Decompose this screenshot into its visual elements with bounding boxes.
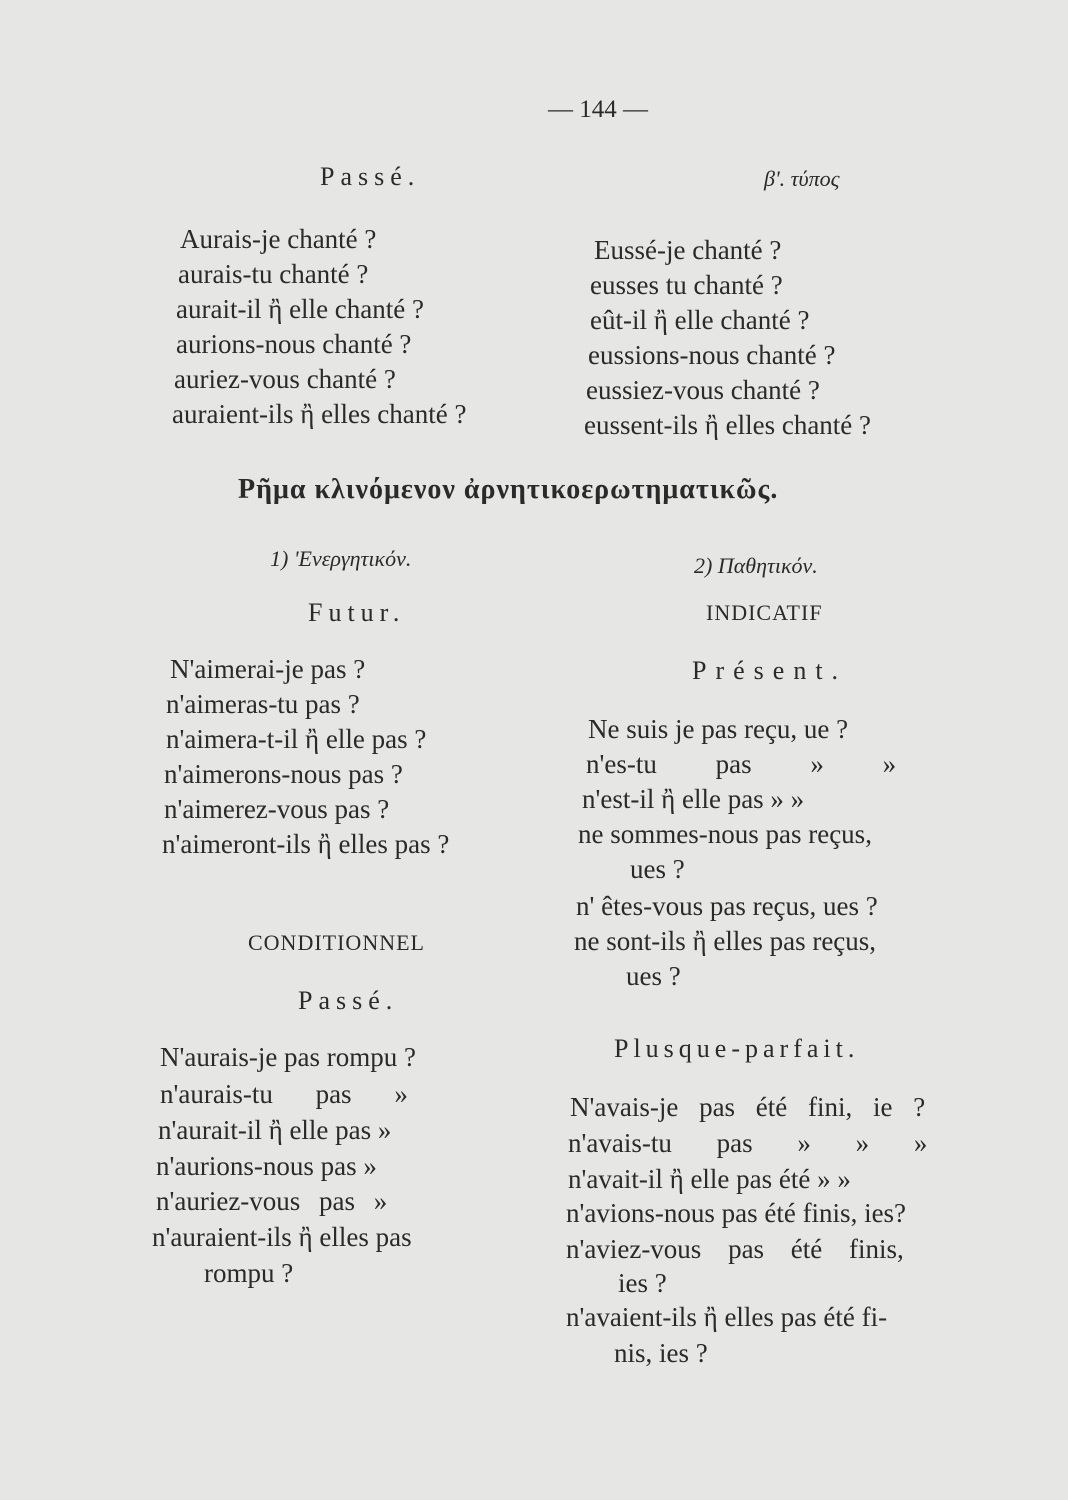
top-right-line: eussent-ils ἢ elles chanté ? <box>584 410 872 440</box>
top-left-heading: Passé. <box>320 162 421 191</box>
passe-line: N'aurais-je pas rompu ? <box>160 1042 417 1072</box>
futur-line: n'aimerons-nous pas ? <box>164 759 403 789</box>
pqp-line: n'avait-il ἢ elle pas été » » <box>568 1164 851 1194</box>
right-tense-plusque-parfait: Plusque-parfait. <box>614 1034 860 1063</box>
futur-line: n'aimeras-tu pas ? <box>166 689 360 719</box>
passe-line: n'auriez-vous pas » <box>156 1186 388 1216</box>
pqp-line: n'avions-nous pas été finis, ies? <box>566 1198 907 1228</box>
passe-line: n'aurait-il ἢ elle pas » <box>158 1115 392 1145</box>
pqp-line: ies ? <box>618 1268 667 1298</box>
left-tense-futur: Futur. <box>308 598 406 627</box>
passe-line: n'aurions-nous pas » <box>156 1151 377 1181</box>
present-line: ne sont-ils ἢ elles pas reçus, <box>574 926 877 956</box>
present-line: ne sommes-nous pas reçus, <box>578 819 872 849</box>
pqp-line: n'avaient-ils ἢ elles pas été fi- <box>566 1302 888 1332</box>
top-left-line: auraient-ils ἢ elles chanté ? <box>172 399 467 429</box>
passe-line: rompu ? <box>204 1258 294 1288</box>
pqp-line: nis, ies ? <box>614 1338 708 1368</box>
passe-line: n'aurais-tu pas » <box>160 1079 408 1109</box>
page-number: — 144 — <box>548 96 648 123</box>
present-line: ues ? <box>630 854 685 884</box>
pqp-line: n'aviez-vous pas été finis, <box>566 1234 904 1264</box>
top-left-line: auriez-vous chanté ? <box>174 364 396 394</box>
pqp-line: n'avais-tu pas » » » <box>568 1128 928 1158</box>
present-line: n'est-il ἢ elle pas » » <box>582 784 805 814</box>
passe-line: n'auraient-ils ἢ elles pas <box>152 1222 412 1252</box>
top-left-line: aurions-nous chanté ? <box>176 329 412 359</box>
section-title: Ρῆμα κλινόμενον ἀρνητικοερωτηματικῶς. <box>238 474 779 505</box>
right-voice-label: 2) Παθητικόν. <box>694 553 818 578</box>
indicatif-heading: INDICATIF <box>706 600 823 625</box>
top-left-line: Aurais-je chanté ? <box>180 224 377 254</box>
present-line: ues ? <box>626 961 681 991</box>
top-right-line: eussions-nous chanté ? <box>588 340 836 370</box>
top-right-line: eût-il ἢ elle chanté ? <box>590 305 810 335</box>
left-voice-label: 1) 'Ενεργητικόν. <box>270 546 412 571</box>
conditionnel-heading: CONDITIONNEL <box>248 930 425 955</box>
present-line: n'es-tu pas » » <box>586 749 897 779</box>
futur-line: n'aimerez-vous pas ? <box>164 794 390 824</box>
top-left-line: aurais-tu chanté ? <box>178 259 369 289</box>
left-tense-passe: Passé. <box>298 986 399 1015</box>
present-line: n' êtes-vous pas reçus, ues ? <box>576 891 878 921</box>
futur-line: N'aimerai-je pas ? <box>170 654 366 684</box>
futur-line: n'aimera-t-il ἢ elle pas ? <box>166 724 427 754</box>
top-right-heading: β'. τύπος <box>764 166 840 191</box>
present-line: Ne suis je pas reçu, ue ? <box>588 714 849 744</box>
right-tense-present: Présent. <box>692 656 848 685</box>
top-right-line: eusses tu chanté ? <box>590 270 783 300</box>
top-left-line: aurait-il ἢ elle chanté ? <box>176 294 424 324</box>
top-right-line: Eussé-je chanté ? <box>594 235 782 265</box>
futur-line: n'aimeront-ils ἢ elles pas ? <box>162 829 450 859</box>
top-right-line: eussiez-vous chanté ? <box>586 375 820 405</box>
pqp-line: N'avais-je pas été fini, ie ? <box>570 1092 926 1122</box>
